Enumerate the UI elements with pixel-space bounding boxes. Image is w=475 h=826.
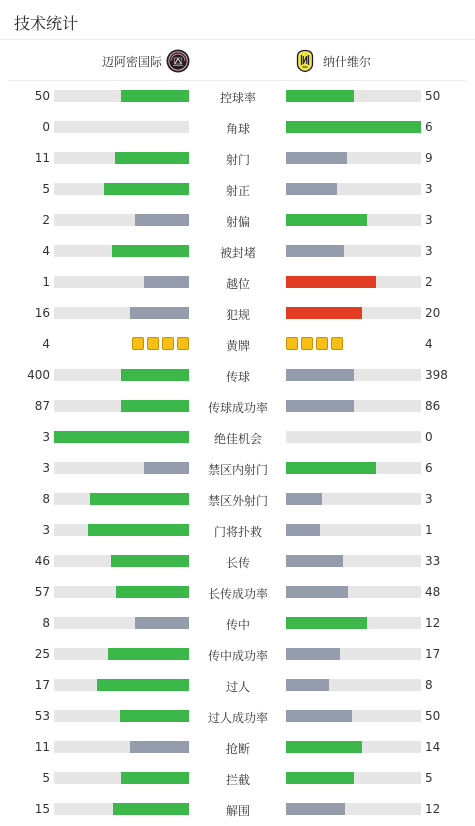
away-stat-value: 4 [425,337,433,351]
stat-row [0,639,475,670]
yellow-card-icon [316,337,328,350]
home-stat-value: 50 [34,89,50,103]
away-team-name: 纳什维尔 [323,54,372,69]
stat-label: 传球成功率 [207,401,268,415]
stat-row [0,174,475,205]
stat-label: 传中成功率 [207,649,268,663]
away-stat-value: 1 [425,523,433,537]
home-stat-bar-fill [88,524,189,536]
home-stat-bar [54,493,189,505]
away-stat-bar-fill [286,803,345,815]
away-stat-bar-fill [286,617,367,629]
stat-row [0,608,475,639]
stat-row [0,701,475,732]
yellow-card-icon [132,337,144,350]
stat-label: 越位 [225,277,250,291]
stat-row [0,205,475,236]
away-stat-value: 14 [425,740,441,754]
stat-row [0,515,475,546]
yellow-card-icon [286,337,298,350]
home-stat-bar [54,555,189,567]
away-stat-value: 5 [425,771,433,785]
home-stat-bar [54,772,189,784]
away-stat-bar-fill [286,524,320,536]
away-stat-value: 17 [425,647,441,661]
away-stat-bar [286,803,421,815]
stat-row [0,360,475,391]
away-stat-value: 12 [425,802,441,816]
away-stat-value: 3 [425,213,433,227]
home-stat-value: 11 [34,151,50,165]
nashville-sc-logo-icon [293,49,317,73]
away-stat-bar [286,617,421,629]
away-stat-value: 86 [425,399,441,413]
away-stat-bar-fill [286,183,337,195]
home-stat-value: 3 [42,461,50,475]
away-stat-bar [286,710,421,722]
away-stat-bar-fill [286,462,376,474]
home-stat-value: 11 [34,740,50,754]
stat-label: 控球率 [219,91,256,105]
home-stat-bar-fill [144,276,189,288]
away-stat-bar [286,276,421,288]
away-stat-bar-fill [286,307,362,319]
away-stat-bar-fill [286,679,329,691]
home-stat-bar [54,586,189,598]
stat-row [0,112,475,143]
away-stat-value: 33 [425,554,441,568]
home-stat-bar [54,524,189,536]
away-stat-value: 8 [425,678,433,692]
home-stat-bar-fill [121,90,189,102]
away-stat-bar-fill [286,710,352,722]
away-stat-value: 0 [425,430,433,444]
stat-label: 长传 [225,556,250,570]
home-stat-bar [54,648,189,660]
home-stat-bar [54,710,189,722]
away-stat-bar [286,90,421,102]
away-stat-bar-fill [286,493,322,505]
home-yellow-cards [132,337,189,350]
home-stat-bar-fill [121,772,189,784]
stat-label: 长传成功率 [207,587,268,601]
page-title: 技术统计 [14,14,79,33]
away-stat-value: 50 [425,89,441,103]
away-stat-bar-fill [286,741,362,753]
away-stat-bar [286,183,421,195]
home-stat-bar [54,803,189,815]
home-stat-value: 4 [42,337,50,351]
stat-label: 过人 [225,680,250,694]
away-stat-bar-fill [286,121,421,133]
home-stat-bar-fill [144,462,189,474]
stat-row [0,577,475,608]
away-stat-bar [286,400,421,412]
home-stat-bar [54,431,189,443]
away-stat-bar-fill [286,90,354,102]
away-stat-value: 398 [425,368,448,382]
yellow-card-icon [301,337,313,350]
away-stat-bar-fill [286,400,354,412]
away-stat-bar [286,152,421,164]
away-stat-bar [286,431,421,443]
home-team-name: 迈阿密国际 [101,54,162,69]
stat-label: 传中 [225,618,250,632]
home-stat-value: 46 [34,554,50,568]
stat-label: 射门 [225,153,250,167]
away-stat-bar-fill [286,214,367,226]
stat-label: 犯规 [225,308,250,322]
away-stat-value: 50 [425,709,441,723]
away-stat-bar-fill [286,555,343,567]
stat-label: 解围 [225,804,250,818]
inter-miami-logo-icon [166,49,190,73]
away-stat-bar [286,369,421,381]
away-stat-bar-fill [286,586,348,598]
home-stat-value: 400 [27,368,50,382]
home-stat-bar-fill [121,400,189,412]
stat-row [0,546,475,577]
away-stat-bar [286,679,421,691]
away-stat-bar-fill [286,276,376,288]
home-stat-value: 8 [42,616,50,630]
away-stat-bar-fill [286,152,347,164]
away-stat-bar [286,586,421,598]
stat-row [0,236,475,267]
stat-row [0,391,475,422]
home-stat-bar [54,369,189,381]
stat-label: 绝佳机会 [213,432,262,446]
stat-row [0,794,475,825]
home-stat-bar-fill [97,679,189,691]
home-stat-value: 57 [34,585,50,599]
stat-row [0,267,475,298]
away-stat-bar [286,555,421,567]
home-stat-value: 3 [42,523,50,537]
stat-row [0,453,475,484]
stat-label: 禁区内射门 [207,463,268,477]
away-stat-value: 9 [425,151,433,165]
away-stat-bar [286,214,421,226]
away-stat-bar-fill [286,245,344,257]
home-stat-value: 15 [34,802,50,816]
stat-row [0,422,475,453]
home-stat-bar-fill [130,741,189,753]
stat-row [0,763,475,794]
home-stat-bar-fill [120,710,189,722]
home-stat-bar-fill [130,307,189,319]
away-stat-value: 3 [425,244,433,258]
home-stat-bar-fill [111,555,189,567]
home-stat-bar [54,90,189,102]
stat-row [0,670,475,701]
home-stat-value: 87 [34,399,50,413]
home-stat-bar-fill [116,586,189,598]
home-stat-bar-fill [108,648,189,660]
home-stat-value: 4 [42,244,50,258]
away-stat-bar [286,245,421,257]
stat-label: 过人成功率 [207,711,268,725]
home-stat-value: 5 [42,182,50,196]
away-team [293,49,371,73]
home-stat-bar [54,462,189,474]
home-stat-value: 0 [42,120,50,134]
home-stat-bar [54,679,189,691]
title-bar [0,0,475,40]
home-stat-bar [54,152,189,164]
home-stat-value: 16 [34,306,50,320]
away-stat-value: 48 [425,585,441,599]
away-stat-value: 6 [425,461,433,475]
stat-label: 射偏 [225,215,250,229]
home-stat-bar-fill [54,431,189,443]
stat-label: 传球 [225,370,250,384]
away-stat-value: 6 [425,120,433,134]
yellow-card-icon [177,337,189,350]
stat-label: 黄牌 [225,339,250,353]
home-stat-bar [54,183,189,195]
away-stat-bar [286,307,421,319]
yellow-card-icon [331,337,343,350]
away-stat-bar [286,524,421,536]
stat-label: 拦截 [225,773,250,787]
home-stat-bar-fill [121,369,189,381]
away-stat-value: 20 [425,306,441,320]
home-stat-value: 25 [34,647,50,661]
home-stat-bar-fill [115,152,189,164]
stat-row [0,143,475,174]
away-stat-value: 2 [425,275,433,289]
home-stat-bar-fill [104,183,189,195]
home-stat-bar [54,214,189,226]
stat-row [0,732,475,763]
home-stat-bar [54,741,189,753]
away-stat-bar-fill [286,772,354,784]
yellow-card-icon [147,337,159,350]
home-stat-bar [54,121,189,133]
away-stat-bar [286,121,421,133]
home-stat-bar [54,617,189,629]
home-team [102,49,190,73]
home-stat-bar-fill [112,245,189,257]
home-stat-value: 8 [42,492,50,506]
stat-label: 禁区外射门 [207,494,268,508]
home-stat-value: 5 [42,771,50,785]
teams-header [8,41,466,81]
away-stat-bar [286,462,421,474]
home-stat-bar-fill [135,214,189,226]
away-stat-bar [286,741,421,753]
home-stat-bar-fill [90,493,189,505]
stat-row [0,81,475,112]
away-stat-value: 3 [425,182,433,196]
home-stat-bar [54,276,189,288]
away-stat-bar-fill [286,369,354,381]
home-stat-value: 53 [34,709,50,723]
yellow-card-icon [162,337,174,350]
home-stat-value: 17 [34,678,50,692]
home-stat-bar [54,307,189,319]
away-stat-bar [286,648,421,660]
stat-label: 抢断 [225,742,250,756]
stats-list [0,81,475,825]
home-stat-value: 3 [42,430,50,444]
home-stat-bar [54,400,189,412]
home-stat-bar-fill [135,617,189,629]
away-yellow-cards [286,337,343,350]
away-stat-value: 3 [425,492,433,506]
away-stat-value: 12 [425,616,441,630]
stat-label: 门将扑救 [213,525,262,539]
home-stat-value: 1 [42,275,50,289]
away-stat-bar [286,493,421,505]
stat-label: 被封堵 [219,246,256,260]
stat-label: 射正 [225,184,250,198]
away-stat-bar-fill [286,648,340,660]
home-stat-value: 2 [42,213,50,227]
stat-row [0,298,475,329]
stat-label: 角球 [225,122,250,136]
away-stat-bar [286,772,421,784]
home-stat-bar-fill [113,803,189,815]
stat-row [0,329,475,360]
stat-row [0,484,475,515]
home-stat-bar [54,245,189,257]
